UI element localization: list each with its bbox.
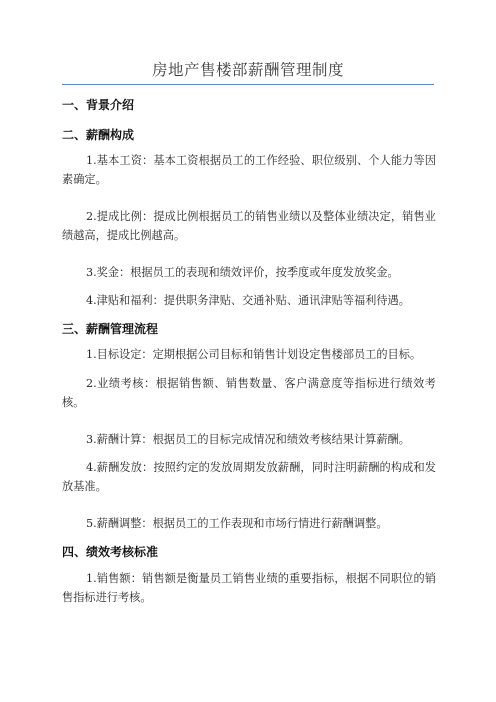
paragraph-salary-payment: 4.薪酬发放：按照约定的发放周期发放薪酬，同时注明薪酬的构成和发放基准。 — [62, 461, 436, 493]
page-title: 房地产售楼部薪酬管理制度 — [151, 61, 344, 79]
title-underline — [62, 84, 434, 85]
paragraph-commission: 2.提成比例：提成比例根据员工的销售业绩以及整体业绩决定，销售业绩越高，提成比例越高。 — [62, 210, 436, 242]
paragraph-allowance: 4.津贴和福利：提供职务津贴、交通补贴、通讯津贴等福利待遇。 — [86, 294, 410, 307]
paragraph-performance-review: 2.业绩考核：根据销售额、销售数量、客户满意度等指标进行绩效考核。 — [62, 377, 436, 409]
paragraph-sales-amount: 1.销售额：销售额是衡量员工销售业绩的重要指标，根据不同职位的销售指标进行考核。 — [62, 572, 436, 604]
paragraph-goal-setting: 1.目标设定：定期根据公司目标和销售计划设定售楼部员工的目标。 — [86, 348, 422, 361]
paragraph-bonus: 3.奖金：根据员工的表现和绩效评价，按季度或年度发放奖金。 — [86, 266, 399, 279]
paragraph-salary-calculation: 3.薪酬计算：根据员工的目标完成情况和绩效考核结果计算薪酬。 — [86, 433, 410, 446]
paragraph-salary-adjustment: 5.薪酬调整：根据员工的工作表现和市场行情进行薪酬调整。 — [86, 517, 388, 530]
section-heading-salary-structure: 二、薪酬构成 — [62, 128, 135, 142]
section-heading-performance-criteria: 四、绩效考核标准 — [62, 545, 159, 559]
section-heading-salary-process: 三、薪酬管理流程 — [62, 322, 159, 336]
section-heading-background: 一、背景介绍 — [62, 98, 135, 112]
paragraph-base-salary: 1.基本工资：基本工资根据员工的工作经验、职位级别、个人能力等因素确定。 — [62, 154, 436, 186]
